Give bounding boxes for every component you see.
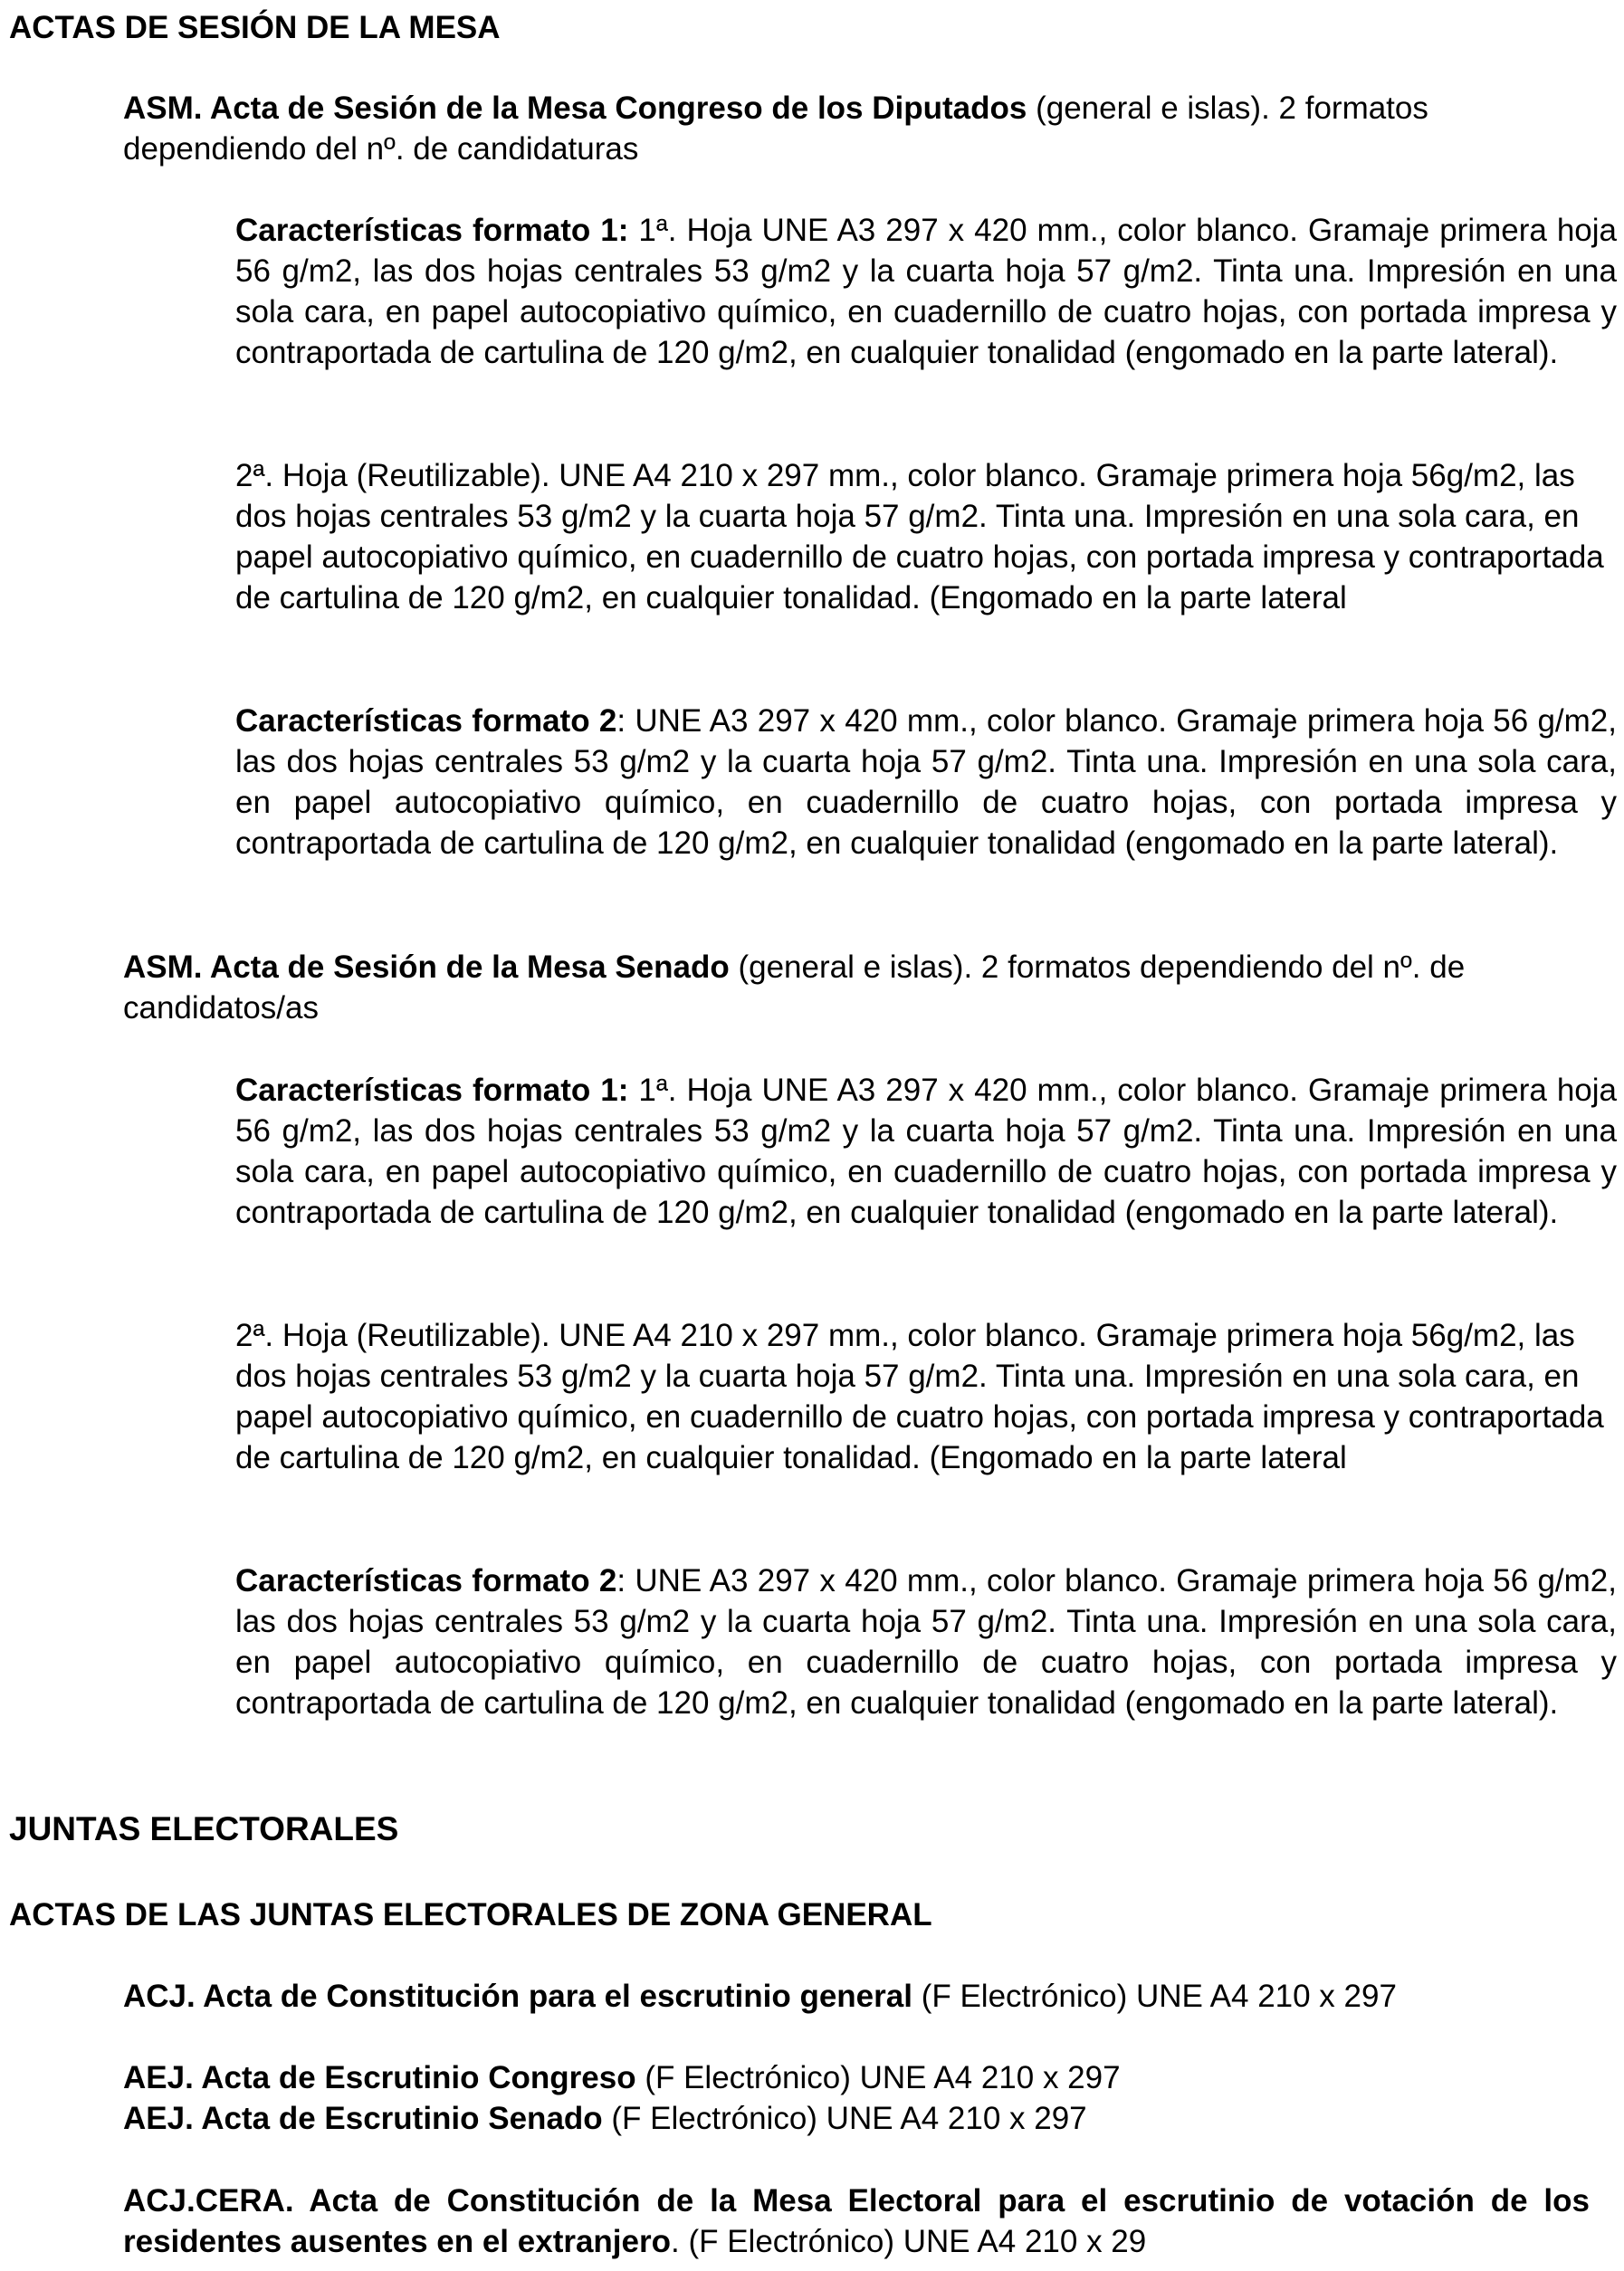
heading-actas-juntas-zona: ACTAS DE LAS JUNTAS ELECTORALES DE ZONA GENERAL — [9, 1897, 932, 1932]
aej-senado-suffix: (F Electrónico) UNE A4 210 x 297 — [602, 2101, 1087, 2136]
senado-hoja-2: 2ª. Hoja (Reutilizable). UNE A4 210 x 297 mm., color blanco. Gramaje primera hoja 56g/m2, las dos hojas centrales 53 g/m2 y la cuarta hoja 57 g/m2. Tinta una. Impresión en una sola cara, en papel autocopiativo químico, en cuadernillo de cuatro hojas, con portada impresa y contraportada de cartulina de 120 g/m2, en cualquier tonalidad. (Engomado en la parte lateral — [235, 1318, 1604, 1475]
senado-f2-label: Características formato 2 — [235, 1563, 617, 1598]
heading-actas-mesa: ACTAS DE SESIÓN DE LA MESA — [9, 10, 501, 45]
senado-item — [123, 947, 1590, 1028]
acj-title: ACJ. Acta de Constitución para el escrutinio general — [123, 1979, 912, 2014]
senado-formato-1 — [235, 1070, 1617, 1233]
acj-item — [123, 1976, 1590, 2017]
aej-senado-item — [123, 2098, 1590, 2139]
aej-congreso-suffix: (F Electrónico) UNE A4 210 x 297 — [635, 2060, 1121, 2095]
senado-f1-label: Características formato 1: — [235, 1073, 629, 1108]
congreso-item — [123, 88, 1590, 169]
senado-formato-2 — [235, 1560, 1617, 1723]
congreso-f2-text: : UNE A3 297 x 420 mm., color blanco. Gramaje primera hoja 56 g/m2, las dos hojas centrales 53 g/m2 y la cuarta hoja 57 g/m2. Tinta una. Impresión en una sola cara, en papel autocopiativo químico, en cuadernillo de cuatro hojas, con portada impresa y contraportada de cartulina de 120 g/m2, en cualquier tonalidad (engomado en la parte lateral). — [235, 703, 1617, 861]
aej-congreso-title: AEJ. Acta de Escrutinio Congreso — [123, 2060, 636, 2095]
acj-suffix: (F Electrónico) UNE A4 210 x 297 — [912, 1979, 1397, 2014]
congreso-f2-label: Características formato 2 — [235, 703, 617, 739]
congreso-title: ASM. Acta de Sesión de la Mesa Congreso de los Diputados — [123, 91, 1027, 126]
senado-f1-text: 1ª. Hoja UNE A3 297 x 420 mm., color blanco. Gramaje primera hoja 56 g/m2, las dos hojas centrales 53 g/m2 y la cuarta hoja 57 g/m2. Tinta una. Impresión en una sola cara, en papel autocopiativo químico, en cuadernillo de cuatro hojas, con portada impresa y contraportada de cartulina de 120 g/m2, en cualquier tonalidad (engomado en la parte lateral). — [235, 1073, 1618, 1230]
congreso-formato-2 — [235, 701, 1617, 864]
senado-suffix: (general e islas). 2 formatos dependiendo del nº. de candidatos/as — [123, 949, 1466, 1026]
aej-congreso-item — [123, 2057, 1590, 2098]
acj-cera-item — [123, 2180, 1590, 2262]
congreso-hoja-2: 2ª. Hoja (Reutilizable). UNE A4 210 x 297 mm., color blanco. Gramaje primera hoja 56g/m2, las dos hojas centrales 53 g/m2 y la cuarta hoja 57 g/m2. Tinta una. Impresión en una sola cara, en papel autocopiativo químico, en cuadernillo de cuatro hojas, con portada impresa y contraportada de cartulina de 120 g/m2, en cualquier tonalidad. (Engomado en la parte lateral — [235, 458, 1604, 615]
senado-f2-text: : UNE A3 297 x 420 mm., color blanco. Gramaje primera hoja 56 g/m2, las dos hojas centrales 53 g/m2 y la cuarta hoja 57 g/m2. Tinta una. Impresión en una sola cara, en papel autocopiativo químico, en cuadernillo de cuatro hojas, con portada impresa y contraportada de cartulina de 120 g/m2, en cualquier tonalidad (engomado en la parte lateral). — [235, 1563, 1617, 1721]
congreso-suffix: (general e islas). 2 formatos dependiendo del nº. de candidaturas — [123, 91, 1428, 167]
congreso-f1-label: Características formato 1: — [235, 213, 629, 248]
acj-cera-title: ACJ.CERA. Acta de Constitución de la Mesa Electoral para el escrutinio de votación de los residentes ausentes en el extranjero — [123, 2183, 1590, 2259]
congreso-f1-text: 1ª. Hoja UNE A3 297 x 420 mm., color blanco. Gramaje primera hoja 56 g/m2, las dos hojas centrales 53 g/m2 y la cuarta hoja 57 g/m2. Tinta una. Impresión en una sola cara, en papel autocopiativo químico, en cuadernillo de cuatro hojas, con portada impresa y contraportada de cartulina de 120 g/m2, en cualquier tonalidad (engomado en la parte lateral). — [235, 213, 1618, 370]
acj-cera-suffix: . (F Electrónico) UNE A4 210 x 29 — [671, 2224, 1147, 2259]
heading-juntas: JUNTAS ELECTORALES — [9, 1810, 399, 1847]
senado-title: ASM. Acta de Sesión de la Mesa Senado — [123, 949, 730, 985]
congreso-formato-1 — [235, 210, 1617, 373]
aej-senado-title: AEJ. Acta de Escrutinio Senado — [123, 2101, 603, 2136]
